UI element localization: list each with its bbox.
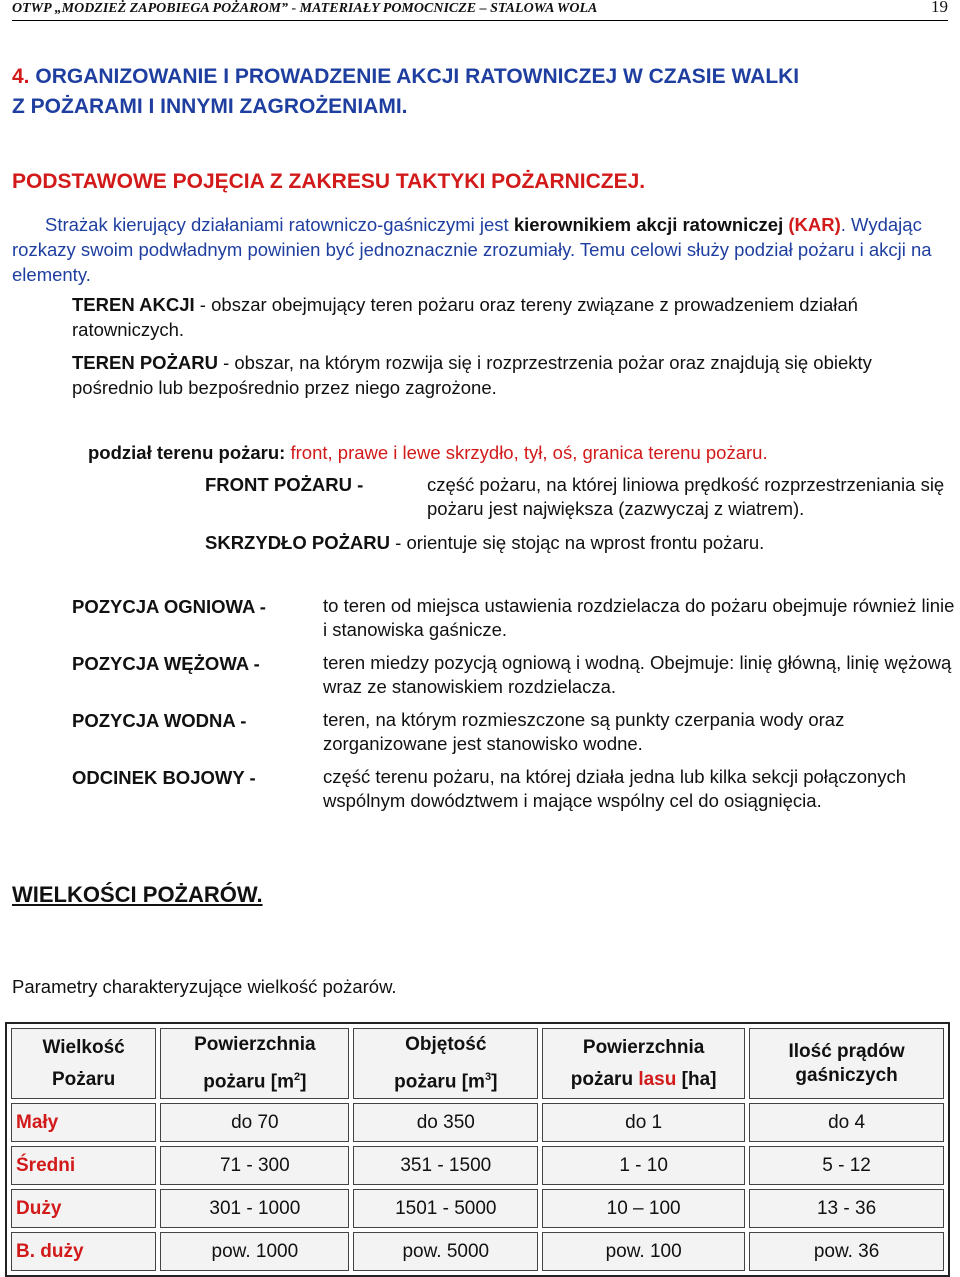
header-streams: Ilość prądów gaśniczych xyxy=(749,1028,944,1099)
table-header-row xyxy=(11,1028,944,1099)
fire-size-table xyxy=(5,1022,950,1277)
table-row: Duży 301 - 1000 1501 - 5000 10 – 100 13 - 36 xyxy=(11,1189,944,1228)
position-term-fire: POZYCJA OGNIOWA - xyxy=(72,596,266,617)
section-title-line2: Z POŻARAMI I INNYMI ZAGROŻENIAMI. xyxy=(12,95,408,118)
basics-title: PODSTAWOWE POJĘCIA Z ZAKRESU TAKTYKI POŻARNICZEJ. xyxy=(12,170,646,193)
position-text-fire: to teren od miejsca ustawienia rozdzielacza do pożaru obejmuje również linie i stanowiska gaśnicze. xyxy=(323,595,955,640)
sizes-intro: Parametry charakteryzujące wielkość pożarów. xyxy=(12,976,397,997)
header-volume: Objętość pożaru $[m^3]$ xyxy=(353,1028,538,1099)
basics-paragraph: Strażak kierujący działaniami ratowniczo-gaśniczymi jest kierownikiem akcji ratowniczej (KAR). Wydając rozkazy swoim podwładnym powinien być jednoznacznie zrozumiały. Temu celowi służy podział pożaru i akcji na elementy. xyxy=(12,214,932,285)
header-title: OTWP „MODZIEŻ ZAPOBIEGA POŻAROM” - MATERIAŁY POMOCNICZE – STALOWA WOLA xyxy=(12,1,598,16)
sizes-title: WIELKOŚCI POŻARÓW. xyxy=(12,882,263,907)
division-line: podział terenu pożaru: front, prawe i lewe skrzydło, tył, oś, granica terenu pożaru. xyxy=(88,442,768,463)
table-row: B. duży pow. 1000 pow. 5000 pow. 100 pow. 36 xyxy=(11,1232,944,1271)
front-term: FRONT POŻARU - xyxy=(205,474,364,495)
header-forest-area: Powierzchnia pożaru lasu [ha] xyxy=(542,1028,745,1099)
header-size: Wielkość Pożaru xyxy=(11,1028,156,1099)
position-text-hose: teren miedzy pozycją ogniową i wodną. Obejmuje: linię główną, linię wężową wraz ze stanowiskiem rozdzielacza. xyxy=(323,652,952,697)
position-term-hose: POZYCJA WĘŻOWA - xyxy=(72,653,260,674)
position-term-sector: ODCINEK BOJOWY - xyxy=(72,767,256,788)
position-text-water: teren, na którym rozmieszczone są punkty czerpania wody oraz zorganizowane jest stanowisko wodne. xyxy=(323,709,845,754)
header-area: Powierzchnia pożaru $[m^2]$ xyxy=(160,1028,349,1099)
page-header xyxy=(12,0,948,21)
section-title-line1: 4. ORGANIZOWANIE I PROWADZENIE AKCJI RATOWNICZEJ W CZASIE WALKI xyxy=(12,65,800,88)
front-text: część pożaru, na której liniowa prędkość rozprzestrzeniania się pożaru jest największa (zazwyczaj z wiatrem). xyxy=(427,474,945,519)
table-row: Mały do 70 do 350 do 1 do 4 xyxy=(11,1103,944,1142)
def-teren-pozaru: TEREN POŻARU - obszar, na którym rozwija się i rozprzestrzenia pożar oraz znajdują się obiekty pośrednio lub bezpośrednio przez niego zagrożone. xyxy=(72,352,872,398)
position-term-water: POZYCJA WODNA - xyxy=(72,710,247,731)
wing-line: SKRZYDŁO POŻARU - orientuje się stojąc na wprost frontu pożaru. xyxy=(205,532,765,553)
position-text-sector: część terenu pożaru, na której działa jedna lub kilka sekcji połączonych wspólnym dowództwem i mające wspólny cel do osiągnięcia. xyxy=(323,766,907,811)
def-teren-akcji: TEREN AKCJI - obszar obejmujący teren pożaru oraz tereny związane z prowadzeniem działań ratowniczych. xyxy=(72,294,858,340)
page-number: 19 xyxy=(931,0,948,16)
table-row: Średni 71 - 300 351 - 1500 1 - 10 5 - 12 xyxy=(11,1146,944,1185)
